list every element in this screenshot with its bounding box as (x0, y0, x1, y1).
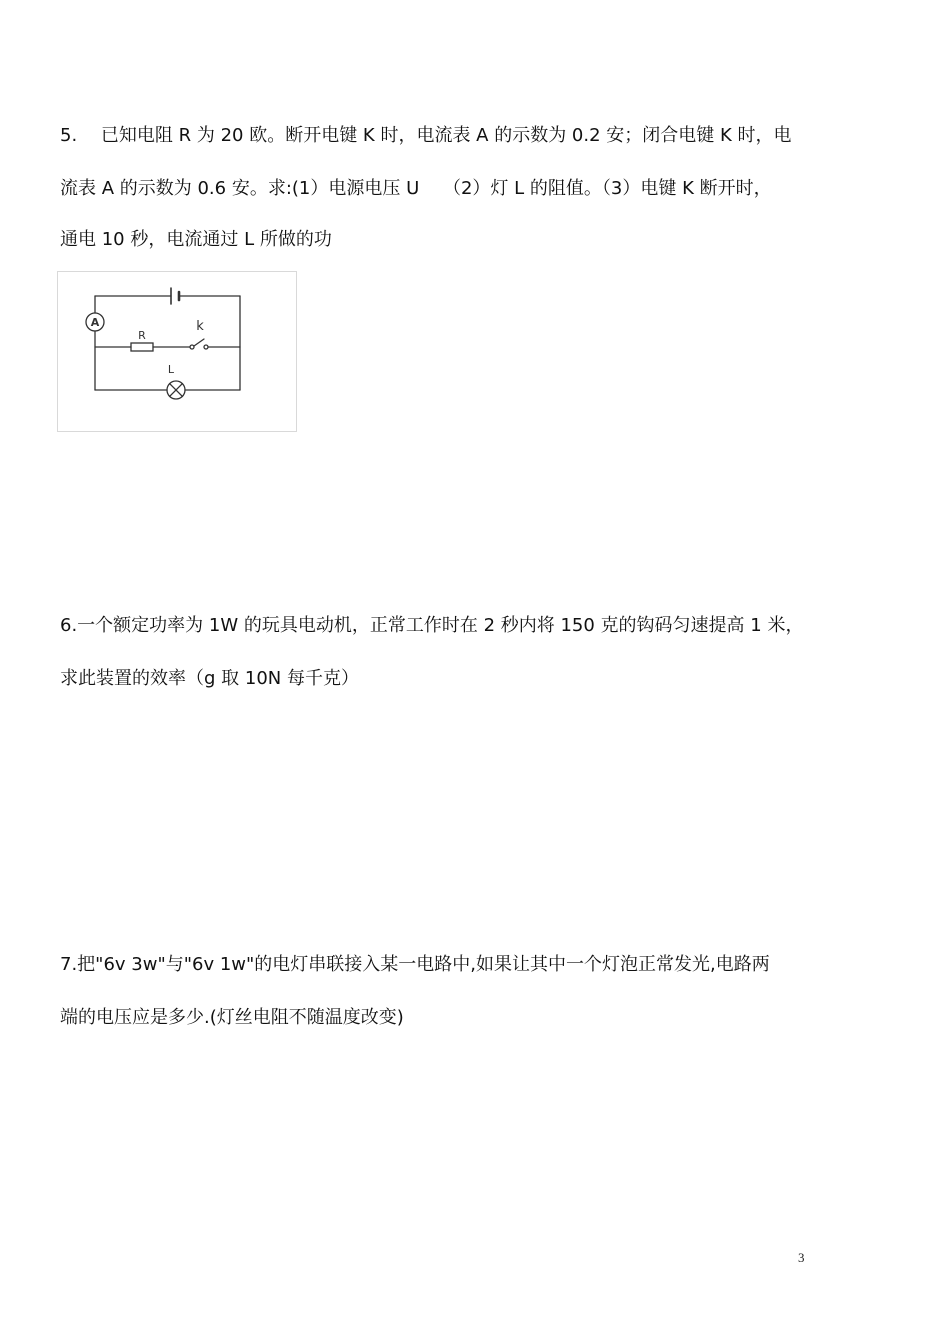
problem-6-line-2: 求此装置的效率（g 取 10N 每千克） (60, 668, 359, 689)
problem-5-line-1: 5. 已知电阻 R 为 20 欧。断开电键 K 时，电流表 A 的示数为 0.2 安；闭合电键 K 时，电 (60, 125, 792, 146)
problem-7-line-1: 7.把"6v 3w"与"6v 1w"的电灯串联接入某一电路中,如果让其中一个灯泡正常发光,电路两 (60, 954, 770, 975)
switch-blade (194, 339, 204, 346)
switch-contact-left (190, 345, 194, 349)
problem-5-line-2: 流表 A 的示数为 0.6 安。求:(1）电源电压 U （2）灯 L 的阻值。（3）电键 K 断开时， (60, 178, 772, 199)
ammeter-label: A (90, 316, 100, 329)
page-number: 3 (798, 1250, 805, 1265)
circuit-diagram (57, 271, 297, 432)
problem-5-line-3: 通电 10 秒，电流通过 L 所做的功 (60, 229, 332, 250)
switch-label: k (196, 319, 204, 334)
lamp-label: L (167, 363, 175, 376)
circuit-diagram-svg (58, 272, 296, 431)
resistor (131, 343, 153, 351)
resistor-label: R (138, 329, 146, 342)
problem-7-line-2: 端的电压应是多少.(灯丝电阻不随温度改变) (60, 1007, 404, 1028)
problem-6-line-1: 6.一个额定功率为 1W 的玩具电动机，正常工作时在 2 秒内将 150 克的钩码匀速提高 1 米， (60, 615, 804, 636)
